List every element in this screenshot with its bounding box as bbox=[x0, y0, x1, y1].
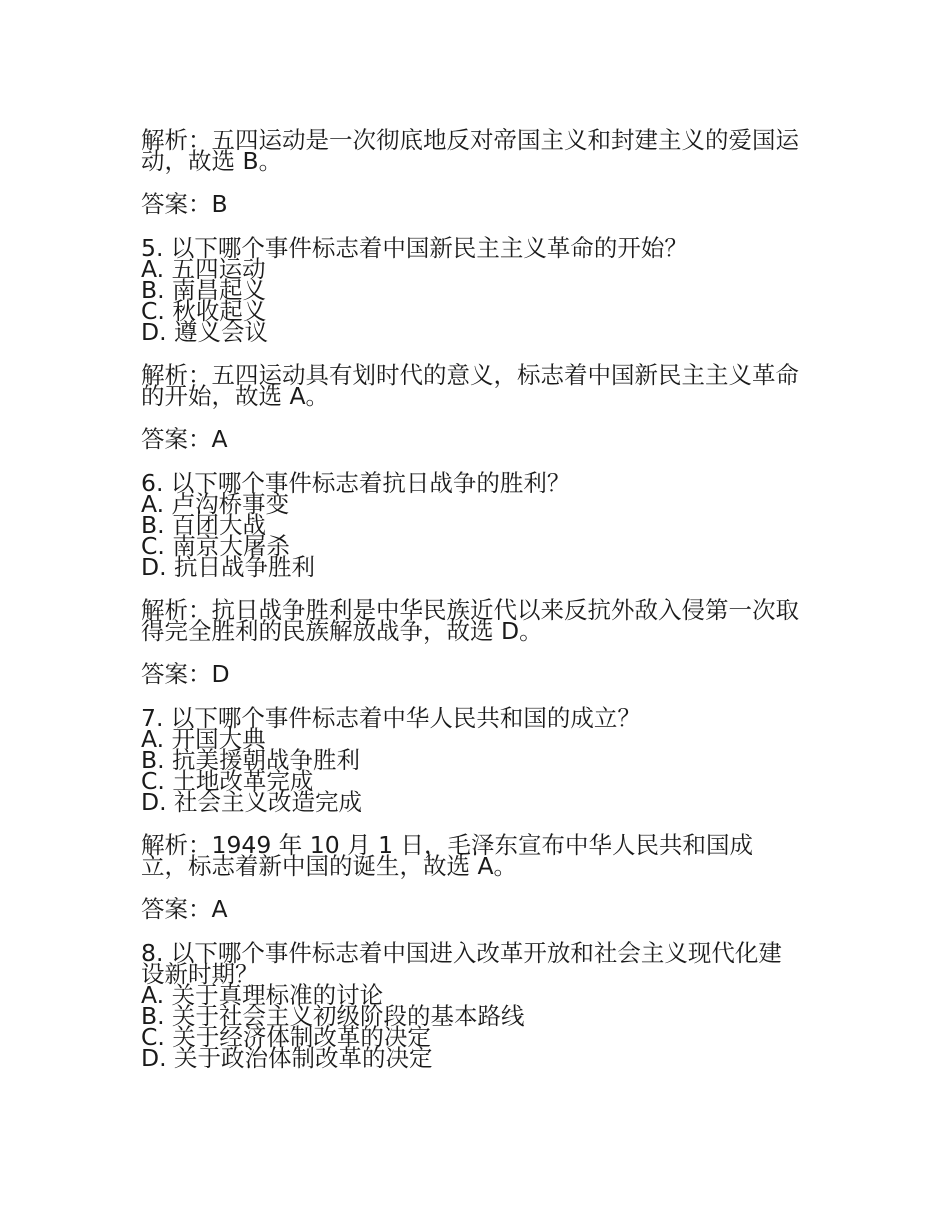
answer-text: 答案：D bbox=[141, 660, 230, 688]
explanation-4 bbox=[141, 126, 816, 175]
option-d: D. 关于政治体制改革的决定 bbox=[141, 1044, 433, 1072]
option-b: B. 抗美援朝战争胜利 bbox=[141, 746, 361, 774]
explanation-text: 解析：抗日战争胜利是中华民族近代以来反抗外敌入侵第一次取得完全胜利的民族解放战争，故选 D。 bbox=[141, 596, 799, 645]
answer-text: 答案：A bbox=[141, 425, 228, 453]
option-c: C. 关于经济体制改革的决定 bbox=[141, 1023, 431, 1051]
question-7 bbox=[141, 704, 816, 816]
option-c: C. 秋收起义 bbox=[141, 297, 267, 325]
question-text: 5. 以下哪个事件标志着中国新民主主义革命的开始？ bbox=[141, 234, 688, 262]
explanation-5 bbox=[141, 361, 816, 410]
option-a: A. 五四运动 bbox=[141, 255, 266, 283]
question-text: 6. 以下哪个事件标志着抗日战争的胜利？ bbox=[141, 469, 571, 497]
explanation-text: 解析：1949 年 10 月 1 日，毛泽东宣布中华人民共和国成立，标志着新中国的诞生，故选 A。 bbox=[141, 831, 754, 880]
answer-text: 答案：A bbox=[141, 895, 228, 923]
option-a: A. 关于真理标准的讨论 bbox=[141, 981, 384, 1009]
document-page bbox=[141, 126, 816, 1072]
option-d: D. 抗日战争胜利 bbox=[141, 553, 316, 581]
explanation-text: 解析：五四运动具有划时代的意义，标志着中国新民主主义革命的开始，故选 A。 bbox=[141, 361, 799, 410]
option-a: A. 卢沟桥事变 bbox=[141, 490, 290, 518]
option-c: C. 土地改革完成 bbox=[141, 767, 314, 795]
explanation-text: 解析：五四运动是一次彻底地反对帝国主义和封建主义的爱国运动，故选 B。 bbox=[141, 126, 799, 175]
question-5 bbox=[141, 234, 816, 346]
option-c: C. 南京大屠杀 bbox=[141, 532, 290, 560]
option-b: B. 百团大战 bbox=[141, 511, 267, 539]
answer-6 bbox=[141, 660, 816, 688]
explanation-6 bbox=[141, 596, 816, 645]
option-d: D. 遵义会议 bbox=[141, 318, 269, 346]
question-text: 8. 以下哪个事件标志着中国进入改革开放和社会主义现代化建设新时期？ bbox=[141, 939, 782, 988]
question-6 bbox=[141, 469, 816, 581]
question-8 bbox=[141, 939, 816, 1072]
answer-text: 答案：B bbox=[141, 190, 228, 218]
question-text: 7. 以下哪个事件标志着中华人民共和国的成立？ bbox=[141, 704, 641, 732]
option-b: B. 南昌起义 bbox=[141, 276, 267, 304]
answer-4 bbox=[141, 190, 816, 218]
option-b: B. 关于社会主义初级阶段的基本路线 bbox=[141, 1002, 525, 1030]
answer-7 bbox=[141, 895, 816, 923]
option-a: A. 开国大典 bbox=[141, 725, 266, 753]
option-d: D. 社会主义改造完成 bbox=[141, 788, 363, 816]
explanation-7 bbox=[141, 831, 816, 880]
answer-5 bbox=[141, 425, 816, 453]
